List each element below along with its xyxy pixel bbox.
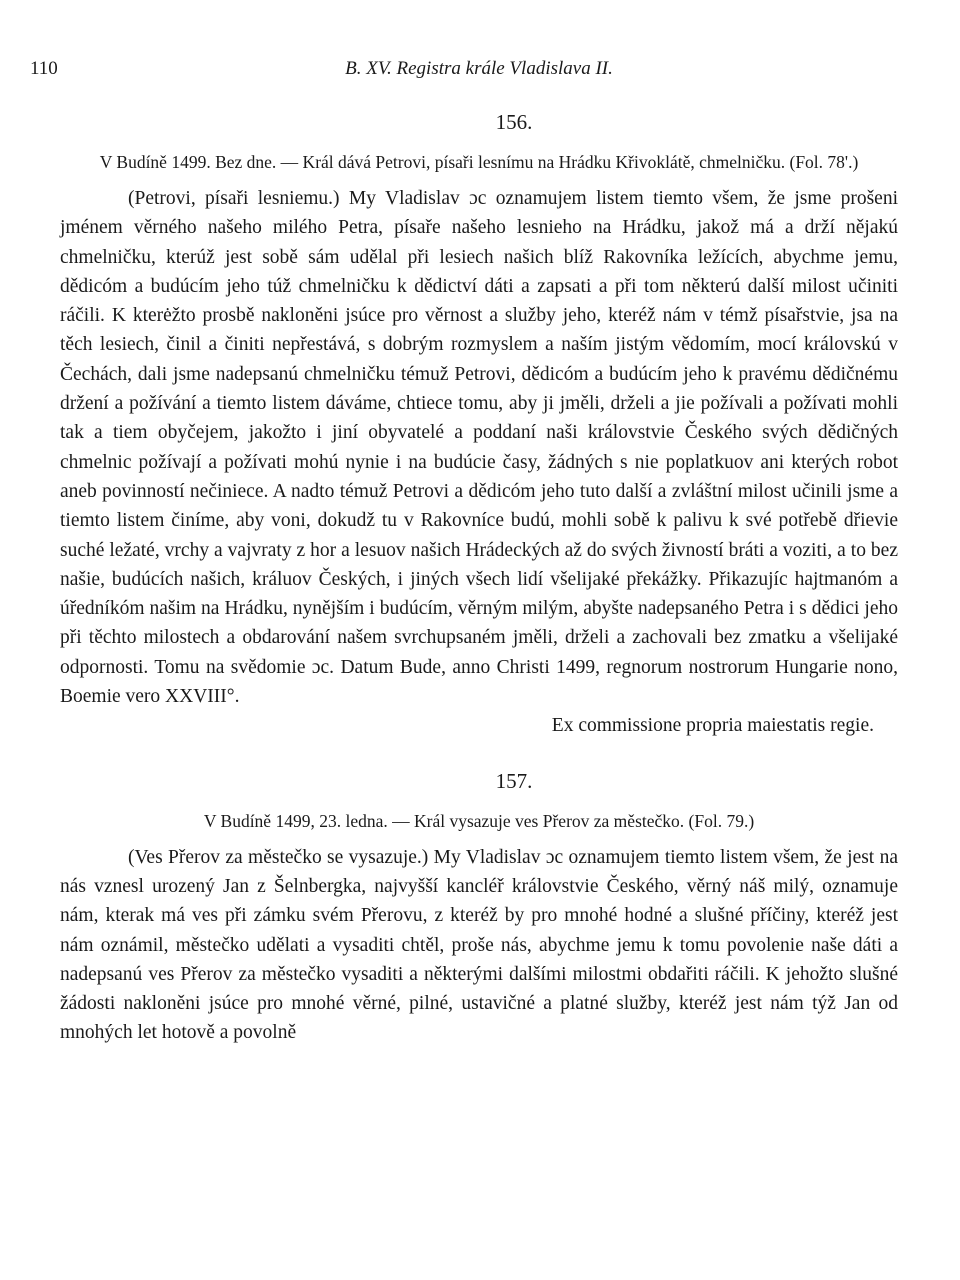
document-heading: V Budíně 1499, 23. ledna. — Král vysazuje ves Přerov za městečko. (Fol. 79.) xyxy=(203,810,755,831)
running-head xyxy=(30,58,898,92)
document-body: (Ves Přerov za městečko se vysazuje.) My Vladislav ɔc oznamujem tiemto listem všem, že jest na nás vznesl urozený Jan z Šelnbergka, najvyšší kancléř královstvie Českého, věrný náš milý, oznamuje nám, kterak má ves při zámku svém Přerovu, z kteréž by pro mnohé hodné a slušné příčiny, kteréž jest nám oznámil, městečko udělati a vysaditi chtěl, proše nás, abychme jemu k tomu povolenie naše dáti a nadepsanú ves Přerov za městečko vysaditi a některými dalšími milostmi obdařiti ráčili. K jehožto slušné žádosti nakloněni jsúce pro mnohé věrné, pilné, ustavičné a platné služby, kteréž jest nám týž Jan od mnohých let hotově a povolně xyxy=(60,846,898,1044)
document-156 xyxy=(60,110,898,741)
document-body: (Petrovi, písaři lesniemu.) My Vladislav ɔc oznamujem listem tiemto všem, že jsme prošeni jménem věrného našeho milého Petra, písaře našeho lesnieho na Hrádku, jakož má a drží nějakú chmelničku, kterúž jest sobě sám udělal při lesiech našich blíž Rakovníka ležících, abychme jemu, dědicóm a budúcím jeho túž chmelničku k dědictví dáti a zapsati a při tom některú další milost učiniti ráčili. K kterėžto prosbě nakloněni jsúce pro věrnost a služby jeho, kteréž nám v témž písařstvie, jsa na těch lesiech, činil a činiti nepřestává, s dobrým rozmyslem a naším jistým vědomím, mocí královskú v Čechách, dali jsme nadepsanú chmelničku témuž Petrovi, dědicóm a budúcím jeho k pravému dědičnému držení a požívání a tiemto listem dáváme, chtiece tomu, aby ji jměli, drželi a jie požívali a požívati mohli tak a tiem obyčejem, jakožto i jiní obyvatelé a poddaní naši královstvie Českého svých dědičných chmelnic požívají a požívati mohú nynie i na budúcie časy, žádných s nie poplatkuov ani kterých robot aneb povinností nečiniece. A nadto témuž Petrovi a dědicóm jeho tuto další a zvláštní milost učinili jsme a tiemto listem činíme, aby voni, dokudž tu v Rakovníce budú, mohli sobě k palivu k své potřebě dřievie suché ležaté, vrchy a vajvraty z hor a lesuov našich Hrádeckých až do svých živností bráti a voziti, a to bez našie, budúcích našich, králuov Českých, i jiných všech lidí všelijaké překážky. Přikazujíc hajtmanóm a úředníkóm našim na Hrádku, nynějším i budúcím, věrným milým, abyšte nadepsaného Petra i s dědici jeho při těchto milostech a obdarování našem svrchupsaném jměli, drželi a zachovali bez zmatku a všelijaké odpornosti. Tomu na svědomie ɔc. Datum Bude, anno Christi 1499, regnorum nostrorum Hungarie nono, Boemie vero XXVIII°. xyxy=(60,188,898,708)
running-title: B. XV. Registra krále Vladislava II. xyxy=(345,58,613,79)
page-number: 110 xyxy=(30,58,58,79)
book-page xyxy=(30,58,898,1048)
document-heading: V Budíně 1499. Bez dne. — Král dává Petrovi, písaři lesnímu na Hrádku Křivoklátě, chmelničku. (Fol. 78'.) xyxy=(99,152,859,172)
document-number: 156. xyxy=(495,110,533,134)
document-signature: Ex commissione propria maiestatis regie. xyxy=(551,715,874,737)
document-157 xyxy=(60,769,898,1048)
document-number: 157. xyxy=(495,768,533,793)
